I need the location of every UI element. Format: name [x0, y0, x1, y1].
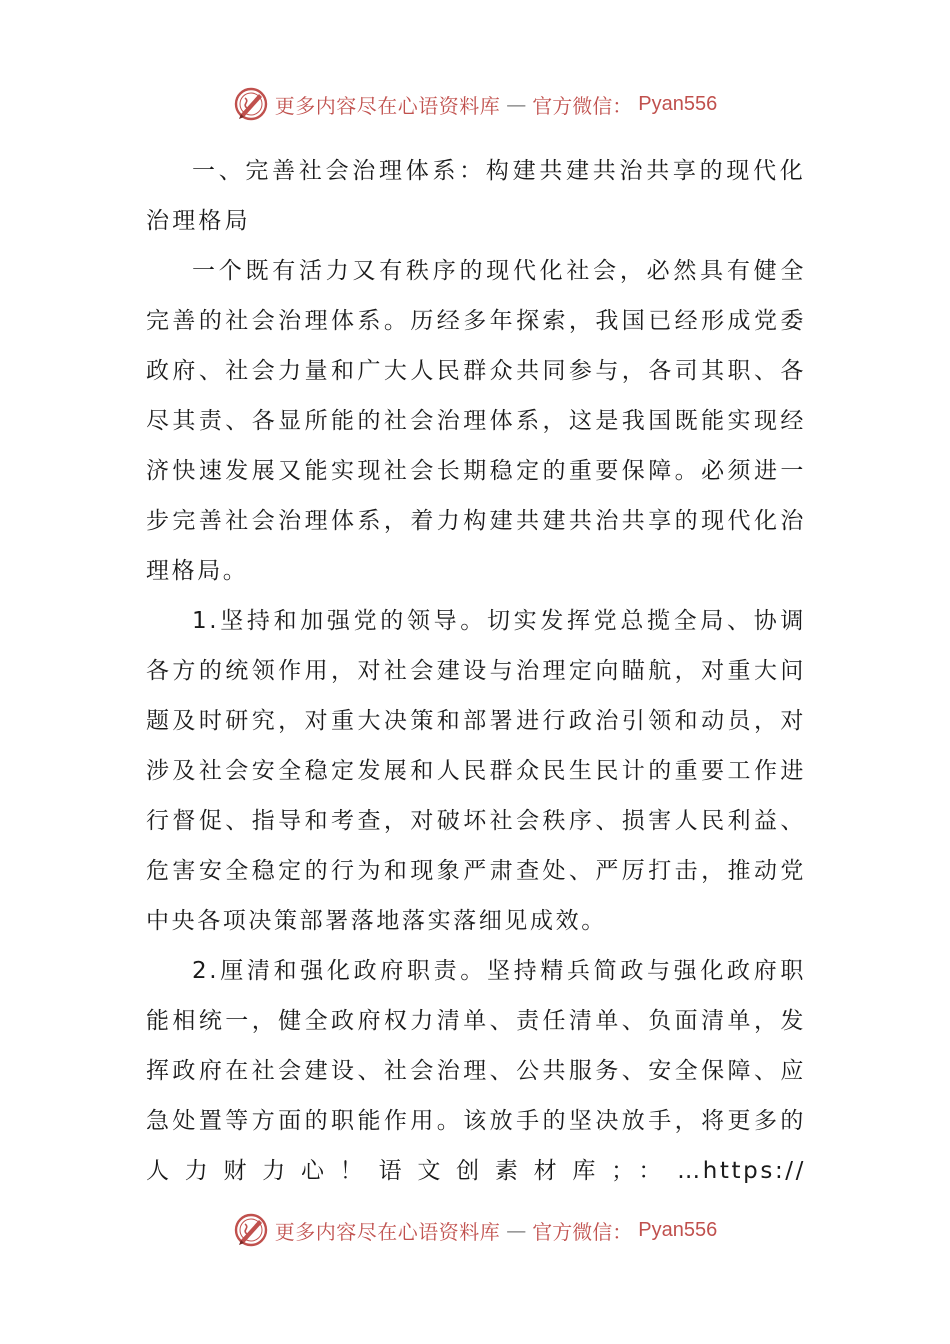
paragraph-party-leadership: 1.坚持和加强党的领导。切实发挥党总揽全局、协调各方的统领作用，对社会建设与治理定向瞄航，对重大问题及时研究，对重大决策和部署进行政治引领和动员，对涉及社会安全稳定发展和人民群众民生民计的重要工作进行督促、指导和考查，对破坏社会秩序、损害人民利益、危害安全稳定的行为和现象严肃查处、严厉打击，推动党中央各项决策部署落地落实落细见成效。 — [146, 608, 806, 934]
section-heading: 一、完善社会治理体系：构建共建共治共享的现代化治理格局 — [146, 158, 806, 234]
watermark-wechat-handle: Pyan556 — [638, 1218, 718, 1241]
paragraph-government-duties: 2.厘清和强化政府职责。坚持精兵简政与强化政府职能相统一，健全政府权力清单、责任清单、负面清单，发挥政府在社会建设、社会治理、公共服务、安全保障、应急处置等方面的职能作用。该放手的坚决放手，将更多的人力财力心！语文创素材库；：…https:// — [146, 958, 806, 1184]
paragraph-intro: 一个既有活力又有秩序的现代化社会，必然具有健全完善的社会治理体系。历经多年探索，我国已经形成党委政府、社会力量和广大人民群众共同参与，各司其职、各尽其责、各显所能的社会治理体系，这是我国既能实现经济快速发展又能实现社会长期稳定的重要保障。必须进一步完善社会治理体系，着力构建共建共治共享的现代化治理格局。 — [146, 258, 806, 584]
watermark-brand-text: 更多内容尽在心语资料库 — [274, 1219, 501, 1244]
footer-watermark — [0, 1210, 950, 1250]
watermark-wechat-label: 官方微信： — [532, 1219, 633, 1244]
pen-seal-logo-icon — [233, 1212, 269, 1248]
watermark-wechat-handle: Pyan556 — [638, 92, 718, 115]
header-watermark — [0, 84, 950, 124]
watermark-brand-text: 更多内容尽在心语资料库 — [274, 93, 501, 118]
watermark-separator: — — [506, 92, 527, 116]
pen-seal-logo-icon — [233, 86, 269, 122]
watermark-separator: — — [506, 1218, 527, 1242]
watermark-wechat-label: 官方微信： — [532, 93, 633, 118]
document-body — [146, 146, 806, 1196]
